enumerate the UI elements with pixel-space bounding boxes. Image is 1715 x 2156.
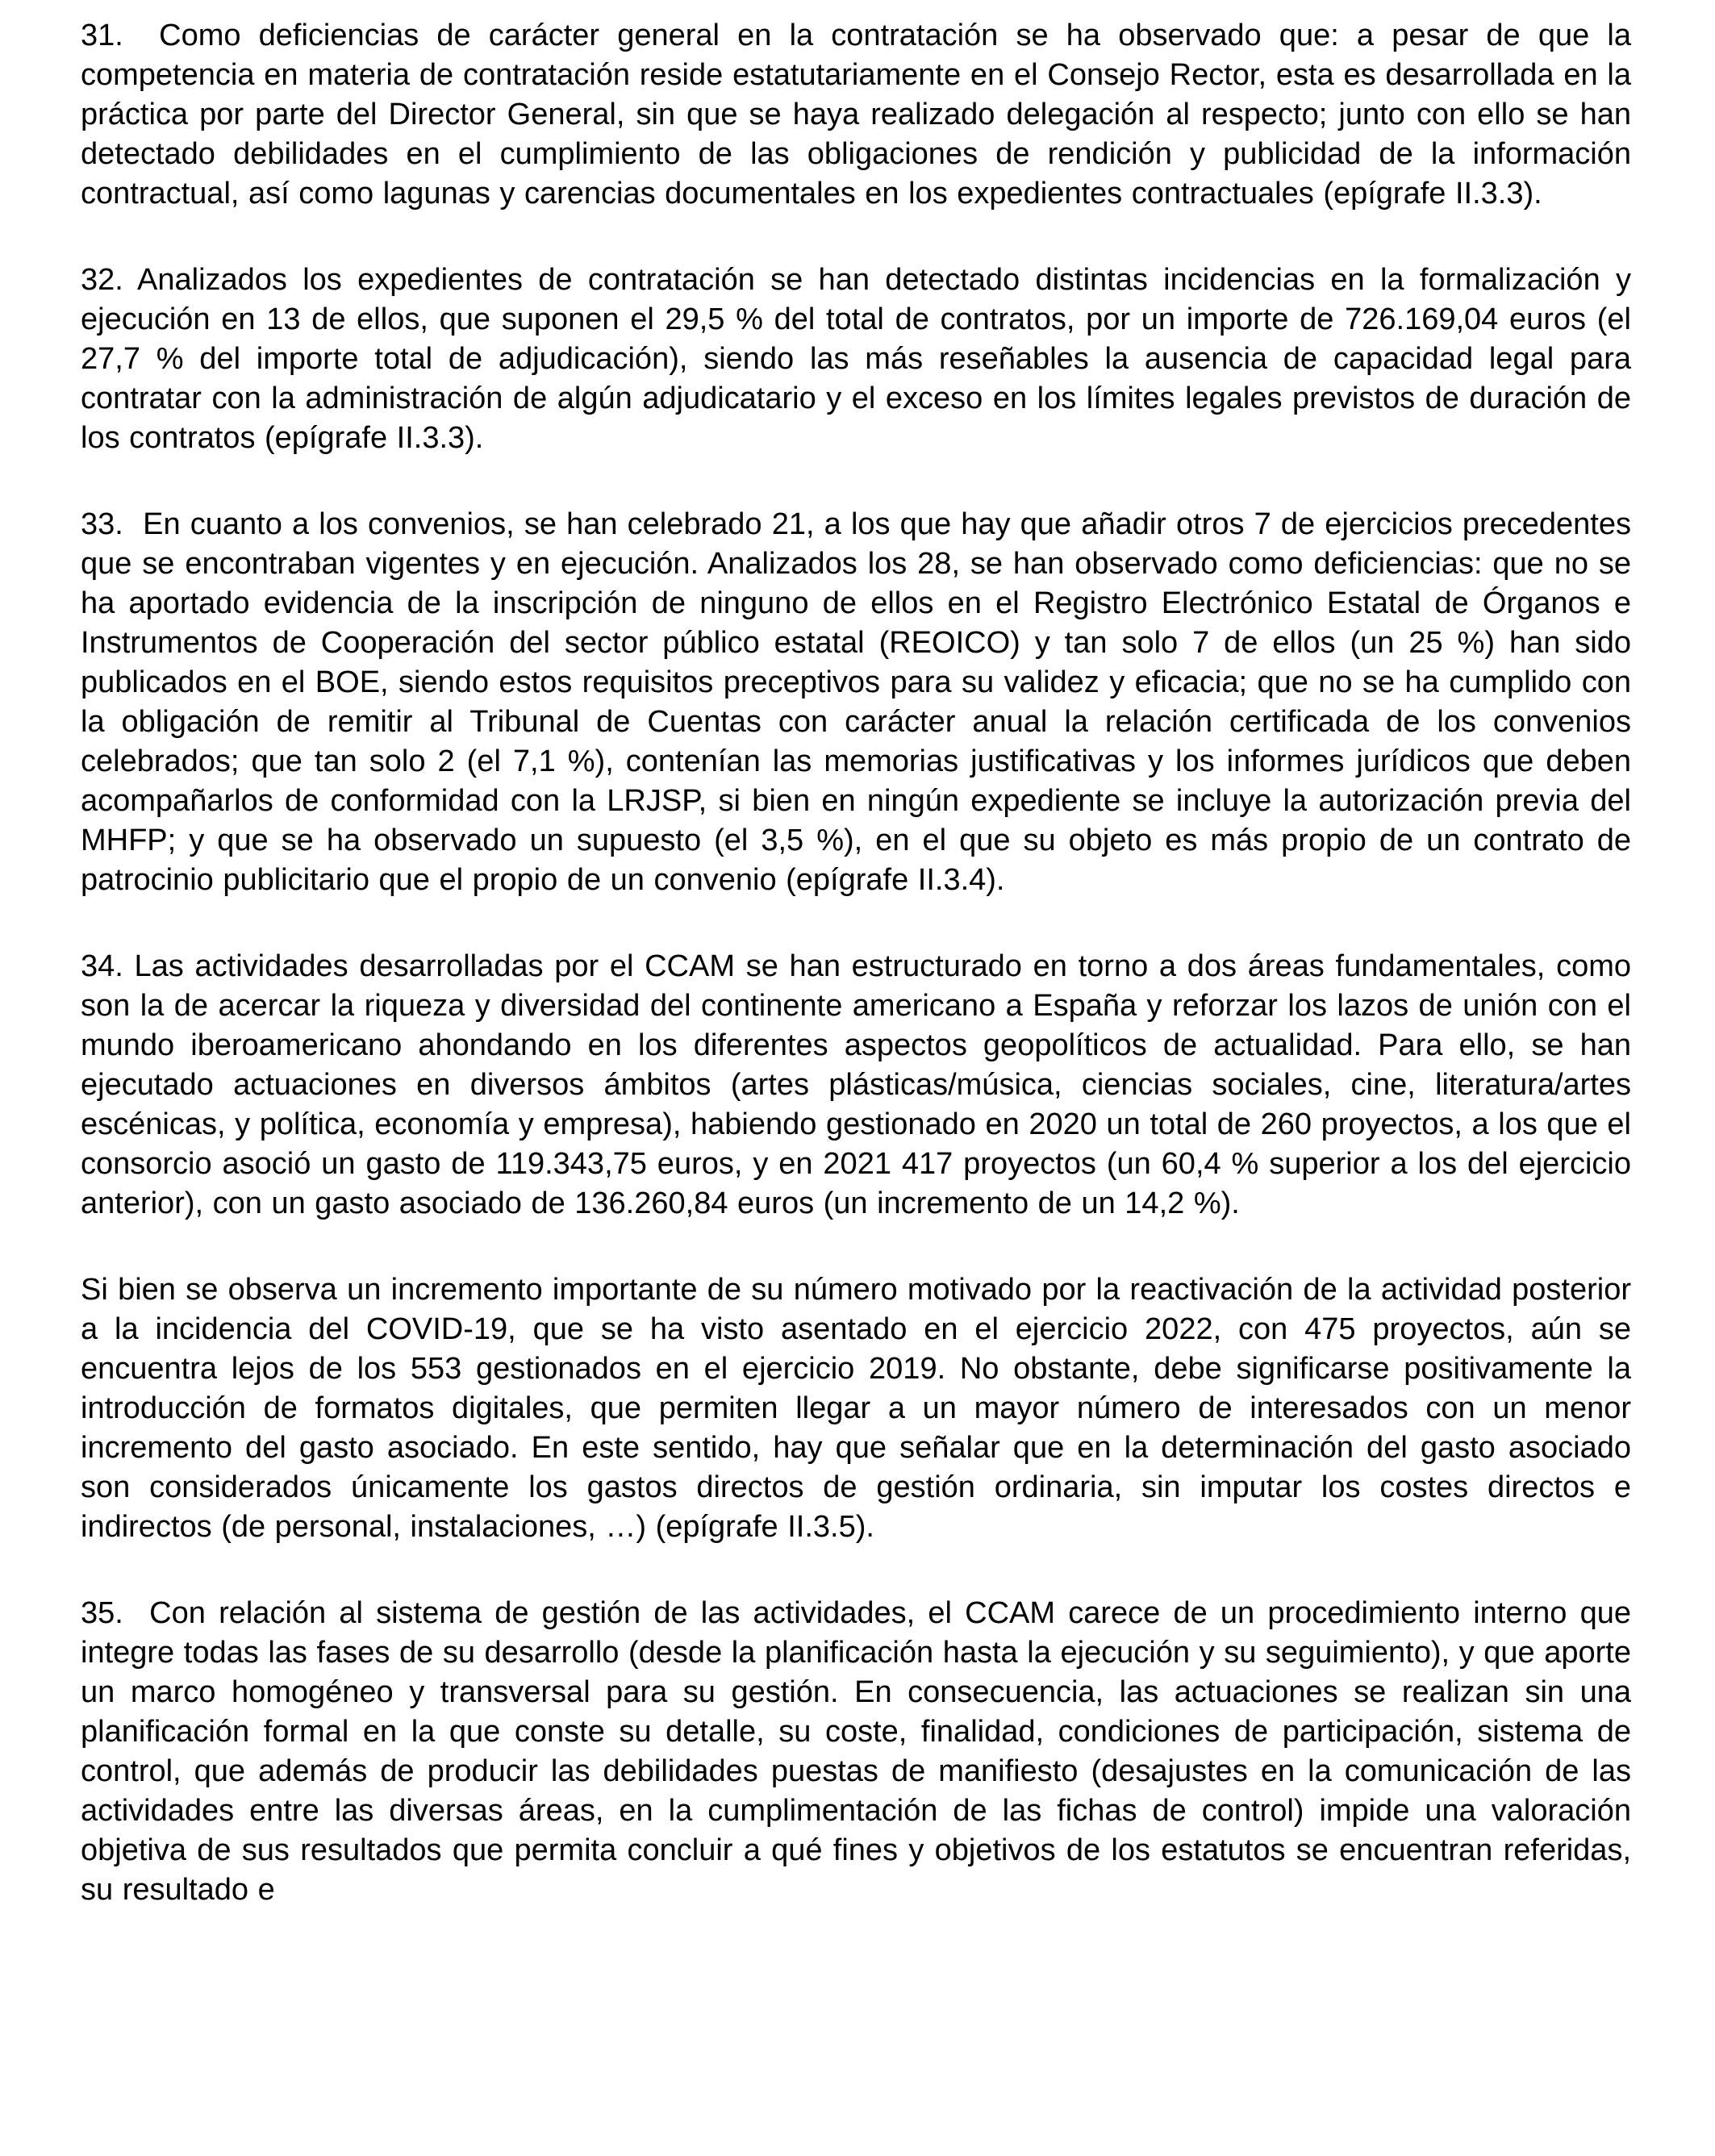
paragraph-34: 34. Las actividades desarrolladas por el CCAM se han estructurado en torno a dos áreas fundamentales, como son la de acercar la riqueza y diversidad del continente americano a España y reforzar los lazos de unión con el mundo iberoamericano ahondando en los diferentes aspectos geopolíticos de actualidad. Para ello, se han ejecutado actuaciones en diversos ámbitos (artes plásticas/música, ciencias sociales, cine, literatura/artes escénicas, y política, economía y empresa), habiendo gestionado en 2020 un total de 260 proyectos, a los que el consorcio asoció un gasto de 119.343,75 euros, y en 2021 417 proyectos (un 60,4 % superior a los del ejercicio anterior), con un gasto asociado de 136.260,84 euros (un incremento de un 14,2 %). — [81, 949, 1631, 1220]
paragraph-35: 35. Con relación al sistema de gestión de las actividades, el CCAM carece de un procedimiento interno que integre todas las fases de su desarrollo (desde la planificación hasta la ejecución y su seguimiento), y que aporte un marco homogéneo y transversal para su gestión. En consecuencia, las actuaciones se realizan sin una planificación formal en la que conste su detalle, su coste, finalidad, condiciones de participación, sistema de control, que además de producir las debilidades puestas de manifiesto (desajustes en la comunicación de las actividades entre las diversas áreas, en la cumplimentación de las fichas de control) impide una valoración objetiva de sus resultados que permita concluir a qué fines y objetivos de los estatutos se encuentran referidas, su resultado e — [81, 1596, 1631, 1907]
paragraph-33: 33. En cuanto a los convenios, se han celebrado 21, a los que hay que añadir otros 7 de ejercicios precedentes que se encontraban vigentes y en ejecución. Analizados los 28, se han observado como deficiencias: que no se ha aportado evidencia de la inscripción de ninguno de ellos en el Registro Electrónico Estatal de Órganos e Instrumentos de Cooperación del sector público estatal (REOICO) y tan solo 7 de ellos (un 25 %) han sido publicados en el BOE, siendo estos requisitos preceptivos para su validez y eficacia; que no se ha cumplido con la obligación de remitir al Tribunal de Cuentas con carácter anual la relación certificada de los convenios celebrados; que tan solo 2 (el 7,1 %), contenían las memorias justificativas y los informes jurídicos que deben acompañarlos de conformidad con la LRJSP, si bien en ningún expediente se incluye la autorización previa del MHFP; y que se ha observado un supuesto (el 3,5 %), en el que su objeto es más propio de un contrato de patrocinio publicitario que el propio de un convenio (epígrafe II.3.4). — [81, 507, 1631, 897]
paragraph-32: 32. Analizados los expedientes de contratación se han detectado distintas incidencias en la formalización y ejecución en 13 de ellos, que suponen el 29,5 % del total de contratos, por un importe de 726.169,04 euros (el 27,7 % del importe total de adjudicación), siendo las más reseñables la ausencia de capacidad legal para contratar con la administración de algún adjudicatario y el exceso en los límites legales previstos de duración de los contratos (epígrafe II.3.3). — [81, 263, 1631, 455]
paragraph-31: 31. Como deficiencias de carácter general en la contratación se ha observado que: a pesar de que la competencia en materia de contratación reside estatutariamente en el Consejo Rector, esta es desarrollada en la práctica por parte del Director General, sin que se haya realizado delegación al respecto; junto con ello se han detectado debilidades en el cumplimiento de las obligaciones de rendición y publicidad de la información contractual, así como lagunas y carencias documentales en los expedientes contractuales (epígrafe II.3.3). — [81, 19, 1631, 211]
paragraph-continuation-si-bien: Si bien se observa un incremento importante de su número motivado por la reactivación de la actividad posterior a la incidencia del COVID-19, que se ha visto asentado en el ejercicio 2022, con 475 proyectos, aún se encuentra lejos de los 553 gestionados en el ejercicio 2019. No obstante, debe significarse positivamente la introducción de formatos digitales, que permiten llegar a un mayor número de interesados con un menor incremento del gasto asociado. En este sentido, hay que señalar que en la determinación del gasto asociado son considerados únicamente los gastos directos de gestión ordinaria, sin imputar los costes directos e indirectos (de personal, instalaciones, …) (epígrafe II.3.5). — [81, 1273, 1631, 1544]
